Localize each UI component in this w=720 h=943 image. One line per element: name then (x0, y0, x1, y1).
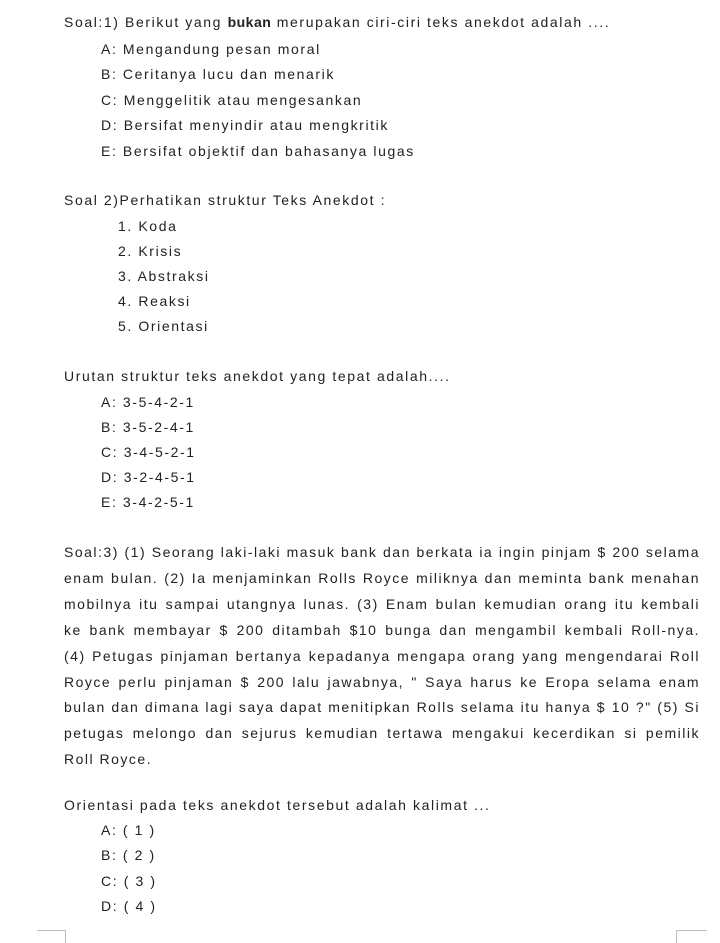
question-2-option-b: B: 3-5-2-4-1 (101, 419, 195, 435)
structure-item-1: 1. Koda (118, 218, 178, 234)
question-2-option-e: E: 3-4-2-5-1 (101, 494, 195, 510)
question-2-intro: Soal 2)Perhatikan struktur Teks Anekdot : (64, 192, 387, 208)
question-1-text (64, 13, 610, 31)
question-3-option-b: B: ( 2 ) (101, 847, 156, 863)
question-1-option-c: C: Menggelitik atau mengesankan (101, 92, 363, 108)
question-1-option-e: E: Bersifat objektif dan bahasanya lugas (101, 143, 415, 159)
question-3-option-a: A: ( 1 ) (101, 822, 156, 838)
question-2-option-d: D: 3-2-4-5-1 (101, 469, 196, 485)
question-1-emphasis: bukan (227, 14, 272, 30)
structure-item-4: 4. Reaksi (118, 293, 191, 309)
question-3-option-d: D: ( 4 ) (101, 898, 157, 914)
question-1-prefix: Soal:1) Berikut yang (64, 14, 228, 30)
structure-item-5: 5. Orientasi (118, 318, 209, 334)
question-2-text: Urutan struktur teks anekdot yang tepat adalah.... (64, 368, 451, 384)
structure-item-2: 2. Krisis (118, 243, 183, 259)
question-1-suffix: merupakan ciri-ciri teks anekdot adalah .... (271, 14, 611, 30)
question-3-option-c: C: ( 3 ) (101, 873, 157, 889)
question-2-option-a: A: 3-5-4-2-1 (101, 394, 195, 410)
page-margin-corner-left (37, 930, 66, 943)
anecdote-paragraph: Soal:3) (1) Seorang laki-laki masuk bank dan berkata ia ingin pinjam $ 200 selama enam bulan. (2) Ia menjaminkan Rolls Royce miliknya dan meminta bank menahan mobilnya itu sampai utangnya lunas. (3) Enam bulan kemudian orang itu kembali ke bank membayar $ 200 ditambah $10 bunga dan mengambil kembali Roll-nya. (4) Petugas pinjaman bertanya kepadanya mengapa orang yang mengendarai Roll Royce perlu pinjaman $ 200 lalu jawabnya, " Saya harus ke Eropa selama enam bulan dan dimana lagi saya dapat menitipkan Rolls selama itu hanya $ 10 ?" (5) Si petugas melongo dan sejurus kemudian tertawa mengakui kecerdikan si pemilik Roll Royce. (64, 544, 700, 768)
question-1-option-d: D: Bersifat menyindir atau mengkritik (101, 117, 389, 133)
question-2-option-c: C: 3-4-5-2-1 (101, 444, 196, 460)
question-3-text: Orientasi pada teks anekdot tersebut adalah kalimat ... (64, 797, 491, 813)
question-1-option-b: B: Ceritanya lucu dan menarik (101, 66, 335, 82)
structure-item-3: 3. Abstraksi (118, 268, 210, 284)
question-1-option-a: A: Mengandung pesan moral (101, 41, 321, 57)
page-margin-corner-right (676, 930, 707, 943)
